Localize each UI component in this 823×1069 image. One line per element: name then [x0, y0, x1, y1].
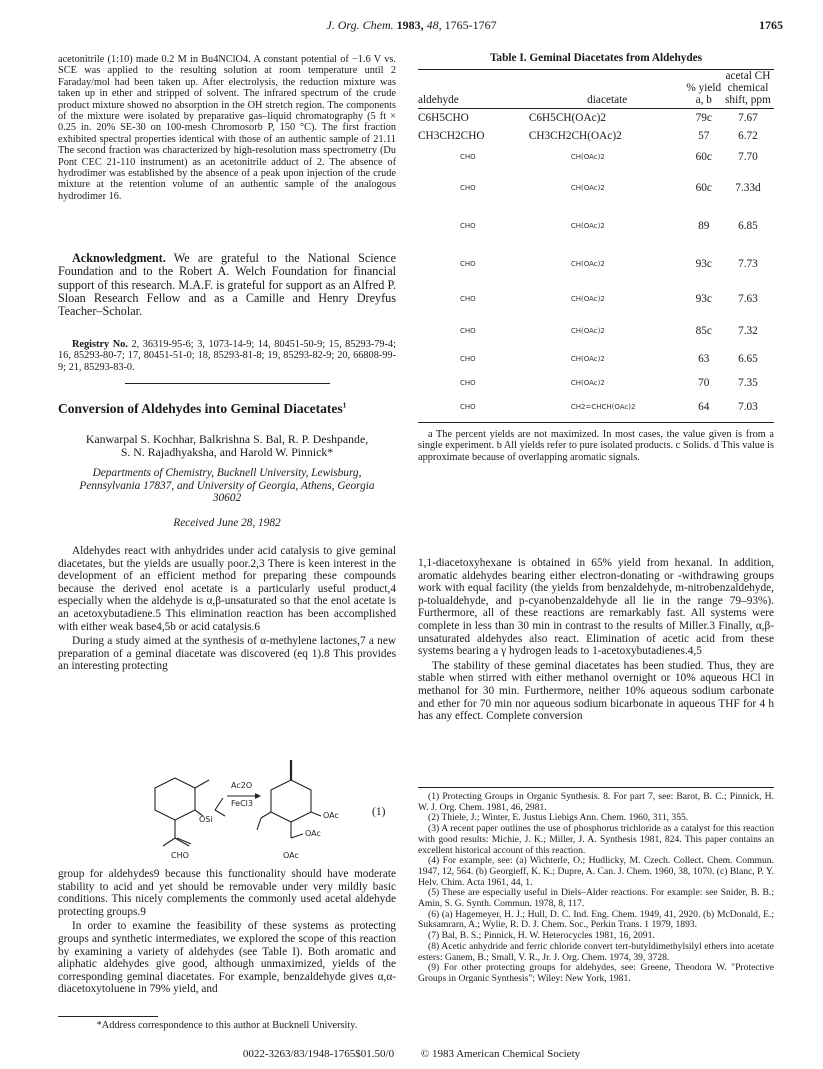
- table-row: [418, 371, 774, 395]
- references-divider: [418, 787, 774, 788]
- oac-label-2: OAc: [305, 829, 321, 838]
- section-divider: [125, 383, 330, 384]
- col-shift: acetal CH chemical shift, ppm: [725, 69, 771, 106]
- journal-pages: 1765-1767: [444, 18, 497, 32]
- article-title-text: Conversion of Aldehydes into Geminal Diacetates: [58, 401, 343, 416]
- results-paragraph-1: 1,1-diacetoxyhexane is obtained in 65% yield from hexanal. In addition, aromatic aldehydes bearing either electron-donating or -withdrawing groups work with equal facility (the yields from benzaldehyde, m-nitrobenzaldehyde, p-tolualdehyde, and p-cyanobenzaldehyde all lie in the range 79–93%). Furthermore, all of these reactions are remarkably fast. All systems were complete in less than 30 min in contrast to the results of Miller.3 Finally, α,β-unsaturated aldehydes also react. Elimination of acetic acid from these systems bearing a γ hydrogen leads to 1-acetoxybutadienes.4,5: [418, 557, 774, 658]
- authors-line-1: Kanwarpal S. Kochhar, Balkrishna S. Bal, R. P. Deshpande,: [85, 432, 369, 446]
- table-diacetates: [418, 69, 774, 423]
- table-row: [418, 315, 774, 347]
- table-row: [418, 245, 774, 283]
- cell-yield: 64: [698, 400, 710, 413]
- journal-volume: 48,: [426, 18, 442, 32]
- cell-aldehyde: CHO: [460, 378, 476, 387]
- correspondence-note: *Address correspondence to this author at Bucknell University.: [96, 1020, 358, 1031]
- cell-aldehyde: CHO: [460, 326, 476, 335]
- intro-paragraph-4: In order to examine the feasibility of these systems as protecting groups and synthetic intermediates, we explored the scope of this reaction by examining a variety of aldehydes (see Table I). Both aromatic and aliphatic aldehydes give good, although unmaximized, yields of the corresponding geminal diacetates. For example, benzaldehyde gives α,α-diacetoxytoluene in 79% yield, and: [58, 920, 396, 996]
- cell-aldehyde: CHO: [460, 354, 476, 363]
- table-row: [418, 395, 774, 419]
- received-block: [58, 517, 396, 530]
- cell-shift: 7.35: [738, 376, 758, 389]
- table-row: [418, 207, 774, 245]
- osi-label: OSi: [199, 815, 213, 824]
- equation-1: [135, 754, 375, 864]
- table-row: [418, 283, 774, 315]
- table-title: Table I. Geminal Diacetates from Aldehydes: [489, 52, 703, 64]
- cell-shift: 7.03: [738, 400, 758, 413]
- cell-shift: 7.67: [738, 111, 758, 124]
- copyright: © 1983 American Chemical Society: [420, 1048, 581, 1060]
- cell-aldehyde: CHO: [460, 221, 476, 230]
- cell-yield: 89: [698, 219, 710, 232]
- product-structure: [257, 760, 321, 838]
- cell-aldehyde: CHO: [460, 259, 476, 268]
- col-diacetate: diacetate: [587, 93, 628, 106]
- cell-aldehyde: CHO: [460, 402, 476, 411]
- reference-item: (3) A recent paper outlines the use of phosphorus trichloride as a catalyst for this reaction with good results: Michie, J. K.; Miller, J. A. Synthesis 1981, 824. This paper contains an excellent historical account of this reaction.: [418, 823, 774, 856]
- intro-paragraph-3: group for aldehydes9 because this functionality should have moderate stability to acid and yet should be removable under very mildly basic conditions. This nicely complements the commonly used acetal aldehyde protecting groups.9: [58, 868, 396, 918]
- cell-diacetate: C6H5CH(OAc)2: [528, 111, 607, 124]
- registry-numbers: [58, 339, 396, 373]
- reference-item: (8) Acetic anhydride and ferric chloride convert tert-butyldimethylsilyl ethers into acetate esters: Ganem, B.; Small, V. R., Jr. J. Org. Chem. 1974, 39, 3728.: [418, 940, 774, 963]
- cell-aldehyde: CHO: [460, 294, 476, 303]
- cell-shift: 7.70: [738, 150, 758, 163]
- reactant-structure: [155, 778, 225, 846]
- cell-aldehyde: CHO: [460, 152, 476, 161]
- reference-item: (6) (a) Hagemeyer, H. J.; Hull, D. C. Ind. Eng. Chem. 1949, 41, 2920. (b) McDonald, E.; Suksamrarn, A.; Wylie, R. D. J. Chem. Soc., Perkin Trans. 1 1979, 1893.: [418, 908, 774, 931]
- cell-shift: 7.33d: [735, 181, 761, 194]
- table-row: [418, 127, 774, 145]
- footnote-divider: [58, 1016, 158, 1017]
- running-head: [40, 18, 783, 34]
- cell-yield: 79c: [695, 111, 712, 124]
- cell-yield: 57: [698, 129, 710, 142]
- cell-diacetate: CH(OAc)2: [570, 378, 605, 387]
- article-title: [58, 400, 396, 416]
- cell-shift: 7.32: [738, 324, 758, 337]
- cell-shift: 6.85: [738, 219, 758, 232]
- cell-yield: 85c: [695, 324, 712, 337]
- reagent-top: Ac2O: [231, 781, 253, 790]
- registry-section: [58, 339, 396, 373]
- author-block: [58, 433, 396, 459]
- authors-line-2: S. N. Rajadhyaksha, and Harold W. Pinnick*: [120, 445, 334, 459]
- intro-paragraph-1: Aldehydes react with anhydrides under acid catalysis to give geminal diacetates, but the yields are usually poor.2,3 There is keen interest in the development of an efficient method for preparing these compounds because the derived enol acetate is a particularly useful product,4 especially when the aldehyde is α,β-unsaturated so that the enol acetate is an acetoxybutadiene.5 This elimination reaction has been accomplished with either weak base4,5b or acid catalysis.6: [58, 545, 396, 633]
- references-list: [418, 792, 774, 985]
- cell-yield: 93c: [695, 257, 712, 270]
- results-text: [418, 557, 774, 725]
- cell-yield: 63: [698, 352, 710, 365]
- col-yield: % yield a, b: [686, 81, 722, 106]
- table-row: [418, 169, 774, 207]
- cell-diacetate: CH3CH2CH(OAc)2: [528, 129, 622, 142]
- affiliation-block: [72, 467, 382, 505]
- cell-aldehyde: CH3CH2CHO: [418, 129, 485, 142]
- reagent-bottom: FeCl3: [231, 799, 253, 808]
- reference-item: (2) Thiele, J.; Winter, E. Justus Liebigs Ann. Chem. 1960, 311, 355.: [428, 812, 689, 824]
- journal-name: J. Org. Chem.: [326, 18, 394, 32]
- table-1: [418, 52, 774, 463]
- experimental-continuation: [58, 54, 396, 204]
- journal-year: 1983,: [396, 18, 424, 32]
- reference-item: (7) Bal, B. S.; Pinnick, H. W. Heterocycles 1981, 16, 2091.: [428, 930, 655, 942]
- table-row: [418, 145, 774, 169]
- article-code: 0022-3263/83/1948-1765$01.50/0: [242, 1048, 395, 1060]
- page-footer: [0, 1048, 823, 1060]
- cell-diacetate: CH(OAc)2: [570, 221, 605, 230]
- cell-diacetate: CH(OAc)2: [570, 183, 605, 192]
- continued-paragraph: acetonitrile (1:10) made 0.2 M in Bu4NClO4. A constant potential of −1.6 V vs. SCE was applied to the resulting solution at room temperature until 2 Faraday/mol had been taken up. After electrolysis, the reduction mixture was taken up in ether and stripped of solvent. The infrared spectrum of the crude product mixture showed no absorption in the OH stretch region. The components of the mixture were isolated by preparative gas–liquid chromatography (5 ft × 0.25 in. 20% SE-30 on 100-mesh Chromosorb P, 150 °C). The first fraction exhibited spectral properties identical with those of an authentic sample of 21.11 The second fraction was characterized by high-resolution mass spectrometry (Du Pont CEC 21-110 instrument) as an acetonitrile adduct of 2. The absence of hydrodimer was established by the absence of a peak upon injection of the crude mixture at the retention volume of an authentic sample of the analogous hydrodimer 16.: [58, 54, 396, 202]
- cell-yield: 93c: [695, 292, 712, 305]
- reference-item: (4) For example, see: (a) Wichterle, O.; Hudlicky, M. Czech. Collect. Chem. Commun. 1947, 12, 564. (b) Georgieff, K. K.; Dupre, A. Can. J. Chem. 1960, 38, 1070. (c) Blanc, P. Y. Helv. Chim. Acta 1961, 44, 1.: [418, 855, 774, 888]
- intro-text-continued: [58, 868, 396, 998]
- cho-label: CHO: [171, 851, 189, 860]
- table-row: [418, 108, 774, 127]
- intro-text: [58, 545, 396, 675]
- equation-1-scheme: [135, 754, 375, 864]
- table-footnote: a The percent yields are not maximized. In most cases, the value given is from a single experiment. b All yields refer to pure isolated products. c Solids. d This value is approximate because of overlapping aromatic signals.: [418, 428, 774, 463]
- cell-shift: 6.72: [738, 129, 758, 142]
- reference-item: (1) Protecting Groups in Organic Synthesis. 8. For part 7, see: Barot, B. C.; Pinnick, H. W. J. Org. Chem. 1981, 46, 2981.: [418, 791, 774, 813]
- acknowledgment-text: We are grateful to the National Science Foundation and to the Robert A. Welch Foundation for financial support of this research. M.A.F. is grateful for support as an Alfred P. Sloan Research Fellow and as a Camille and Henry Dreyfus Teacher–Scholar.: [58, 251, 396, 319]
- article-header: [58, 400, 396, 416]
- oac-label-1: OAc: [323, 811, 339, 820]
- received-date: Received June 28, 1982: [173, 517, 281, 529]
- reference-item: (9) For other protecting groups for aldehydes, see: Greene, Theodora W. "Protective Groups in Organic Synthesis"; Wiley: New York, 1981.: [418, 962, 774, 984]
- acknowledgment-section: [58, 252, 396, 318]
- equation-number: (1): [372, 806, 386, 818]
- cell-diacetate: CH(OAc)2: [570, 326, 605, 335]
- cell-shift: 7.73: [738, 257, 758, 270]
- cell-yield: 70: [698, 376, 710, 389]
- table-row: [418, 347, 774, 371]
- registry-heading: Registry No.: [72, 339, 128, 350]
- acknowledgment-heading: Acknowledgment.: [72, 251, 166, 265]
- cell-diacetate: CH2=CHCH(OAc)2: [570, 402, 636, 411]
- cell-yield: 60c: [695, 150, 712, 163]
- cell-aldehyde: C6H5CHO: [418, 111, 469, 124]
- journal-citation: [40, 18, 783, 33]
- cell-diacetate: CH(OAc)2: [570, 259, 605, 268]
- cell-diacetate: CH(OAc)2: [570, 294, 605, 303]
- acknowledgment: [58, 252, 396, 318]
- cell-aldehyde: CHO: [460, 183, 476, 192]
- affiliation: Departments of Chemistry, Bucknell University, Lewisburg, Pennsylvania 17837, and University of Georgia, Athens, Georgia 30602: [79, 467, 375, 505]
- cell-diacetate: CH(OAc)2: [570, 354, 605, 363]
- page-number: 1765: [759, 18, 783, 32]
- results-paragraph-2: The stability of these geminal diacetates has been studied. Thus, they are stable when stirred with either methanol overnight or 10% aqueous HCl in methanol for 30 min. Furthermore, neither 10% aqueous sodium carbonate and ether for 70 min nor aqueous sodium bicarbonate in aqueous THF for 4 h has any effect. Complete conversion: [418, 659, 774, 723]
- registry-text: 2, 36319-95-6; 3, 1073-14-9; 14, 80451-50-9; 15, 85293-79-4; 16, 85293-80-7; 17, 80451-51-0; 18, 85293-81-8; 19, 85293-82-9; 20, 66808-99-9; 21, 85293-83-0.: [58, 339, 397, 373]
- col-aldehyde: aldehyde: [418, 93, 459, 106]
- cell-diacetate: CH(OAc)2: [570, 152, 605, 161]
- cell-yield: 60c: [695, 181, 712, 194]
- article-title-ref: 1: [342, 400, 347, 410]
- intro-paragraph-2: During a study aimed at the synthesis of α-methylene lactones,7 a new preparation of a geminal diacetate was discovered (eq 1).8 This provides an interesting protecting: [58, 635, 396, 673]
- reference-item: (5) These are especially useful in Diels–Alder reactions. For example: see Snider, B. B.; Amin, S. G. Synth. Commun. 1978, 8, 117.: [418, 887, 774, 910]
- cell-shift: 6.65: [738, 352, 758, 365]
- cell-shift: 7.63: [738, 292, 758, 305]
- oac-label-3: OAc: [283, 851, 299, 860]
